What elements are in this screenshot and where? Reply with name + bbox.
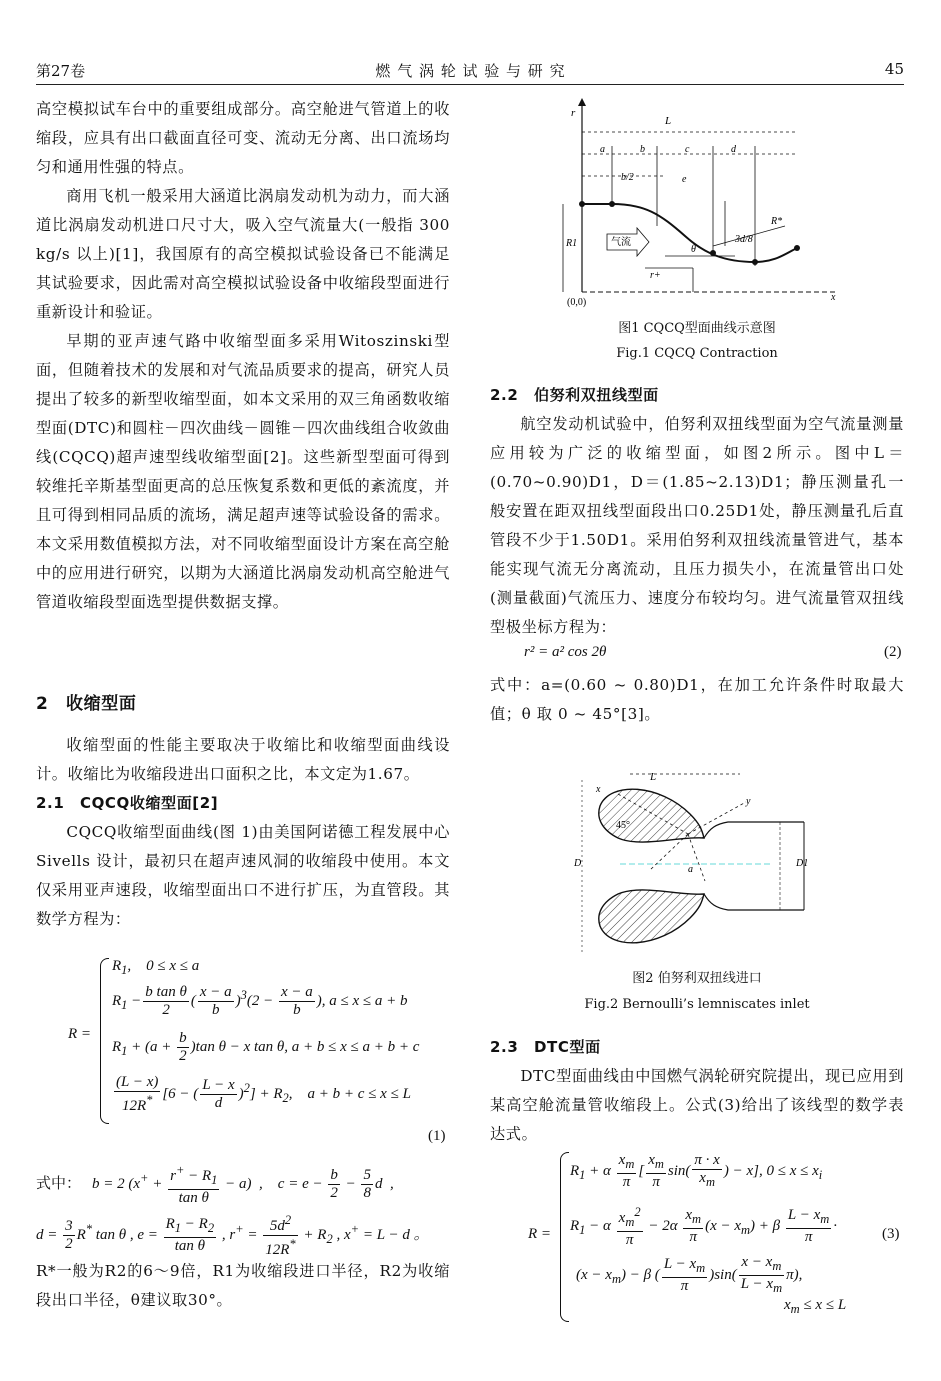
journal-title: 燃 气 涡 轮 试 验 与 研 究 — [375, 62, 566, 80]
fig1-rplus-label: r+ — [650, 270, 661, 281]
paragraph-3: 早期的亚声速气路中收缩型面多采用Witoszinski型面，但随着技术的发展和对气流品质要求的提高，研究人员提出了较多的新型收缩型面，如本文采用的双三角函数收缩型面(DTC)和圆柱－四次曲线－圆锥－四次曲线组合收敛曲线(CQCQ)超声速型线收缩型面[2]。这些新型型面可得到较维托辛斯基型面更高的总压恢复系数和更低的紊流度，并且可得到相同品质的流场，满足超声速等试验设备的需求。本文采用数值模拟方法，对不同收缩型面设计方案在高空舱中的应用进行研究，以期为大涵道比涡扇发动机高空舱进气管道收缩段型面选型提供数据支撑。 — [36, 332, 450, 611]
fig1-a-label: a — [600, 144, 605, 155]
fig1-R1-label: R1 — [566, 238, 578, 249]
paragraph-4: 收缩型面的性能主要取决于收缩比和收缩型面曲线设计。收缩比为收缩段进出口面积之比，本文定为1.67。 — [36, 736, 450, 783]
fig2-D-label: D — [574, 858, 582, 869]
equation-2-number: (2) — [884, 644, 902, 660]
fig1-origin-label: (0,0) — [567, 297, 587, 308]
left-column-top — [36, 95, 450, 617]
paragraph-7-text: 航空发动机试验中，伯努利双扭线型面为空气流量测量应用较为广泛的收缩型面，如图2所示。图中L＝(0.70~0.90)D1，D＝(1.85~2.13)D1；静压测量孔一般安置在距双扭线型面段出口0.25D1处，静压测量孔后直管段不少于1.50D1。采用伯努利双扭线流量管进气，基本能实现气流无分离流动，且压力损失小，在流量管出口处(测量截面)气流压力、速度分布较均匀。进气流量管双扭线型极坐标方程为： — [490, 415, 904, 636]
page-number: 45 — [884, 60, 904, 78]
left-column-mid — [36, 731, 450, 934]
figure-2-caption-cn: 图2 伯努利双扭线进口 — [632, 971, 762, 986]
paragraph-7 — [490, 410, 904, 642]
fig1-b2-label: b/2 — [621, 172, 634, 183]
fig2-x-label: x — [596, 784, 601, 795]
figure-1-caption-en: Fig.1 CQCQ Contraction — [616, 346, 778, 361]
volume-label: 第27卷 — [36, 62, 86, 80]
equation-3-number: (3) — [882, 1226, 900, 1242]
fig1-e-label: e — [682, 174, 687, 185]
equation-2: r² = a² cos 2θ — [524, 644, 607, 660]
section-2-1-heading: 2.1 CQCQ收缩型面[2] — [36, 794, 219, 812]
section-2-3-heading: 2.3 DTC型面 — [490, 1038, 601, 1056]
fig2-y-label: y — [746, 796, 751, 807]
figure-2-lemniscate-diagram — [570, 766, 820, 966]
section-2-2-heading: 2.2 伯努利双扭线型面 — [490, 386, 659, 404]
paragraph-5: CQCQ收缩型面曲线(图 1)由美国阿诺德工程发展中心 Sivells 设计，最初只在超声速风洞的收缩段中使用。本文仅采用亚声速段，收缩型面出口不进行扩压，为直管段。其数学方程为： — [36, 823, 450, 928]
paragraph-8: 式中：a=(0.60 ~ 0.80)D1，在加工允许条件时取最大值；θ 取 0 ~ 45°[3]。 — [490, 676, 904, 723]
section-2-heading: 2 收缩型面 — [36, 694, 137, 714]
figure-1-cqcq-diagram — [545, 96, 845, 308]
fig1-L-label: L — [665, 115, 672, 127]
paragraph-9-text: DTC型面曲线由中国燃气涡轮研究院提出，现已应用到某高空舱流量管收缩段上。公式(3)给出了该线型的数学表达式。 — [490, 1067, 904, 1143]
paragraph-6: R*一般为R2的6～9倍，R1为收缩段进口半径，R2为收缩段出口半径，θ建议取30°。 — [36, 1262, 450, 1309]
fig1-c-label: c — [685, 144, 690, 155]
paragraph-1: 高空模拟试车台中的重要组成部分。高空舱进气管道上的收缩段，应具有出口截面直径可变、流动无分离、出口流场均匀和通用性强的特点。 — [36, 100, 450, 176]
fig2-L-label: L — [650, 771, 657, 783]
fig1-3d8-label: 3d/8 — [735, 234, 753, 245]
paragraph-9 — [490, 1062, 904, 1149]
fig1-Rstar-label: R* — [771, 216, 783, 227]
where-label: 式中： — [36, 1176, 82, 1192]
header-rule — [36, 84, 904, 85]
paragraph-2: 商用飞机一般采用大涵道比涡扇发动机为动力，而大涵道比涡扇发动机进口尺寸大，吸入空气流量大(一般指 300 kg/s 以上)[1]，我国原有的高空模拟试验设备已不能满足其试验要求，因此需对高空模拟试验设备中收缩段型面进行重新设计和验证。 — [36, 187, 450, 321]
fig1-flow-label: 气流 — [611, 237, 631, 248]
fig2-D1-label: D1 — [796, 858, 809, 869]
fig1-d-label: d — [731, 144, 736, 155]
equation-1-number: (1) — [428, 1128, 446, 1144]
fig2-45deg-label: 45° — [616, 820, 630, 831]
figure-1-caption-cn: 图1 CQCQ型面曲线示意图 — [618, 321, 776, 336]
figure-2-caption-en: Fig.2 Bernoulli’s lemniscates inlet — [584, 997, 810, 1012]
fig1-b-label: b — [640, 144, 645, 155]
fig1-x-label: x — [831, 292, 836, 303]
fig1-theta-label: θ — [691, 244, 696, 255]
fig2-a-label: a — [688, 864, 693, 875]
fig1-r-label: r — [571, 107, 576, 119]
